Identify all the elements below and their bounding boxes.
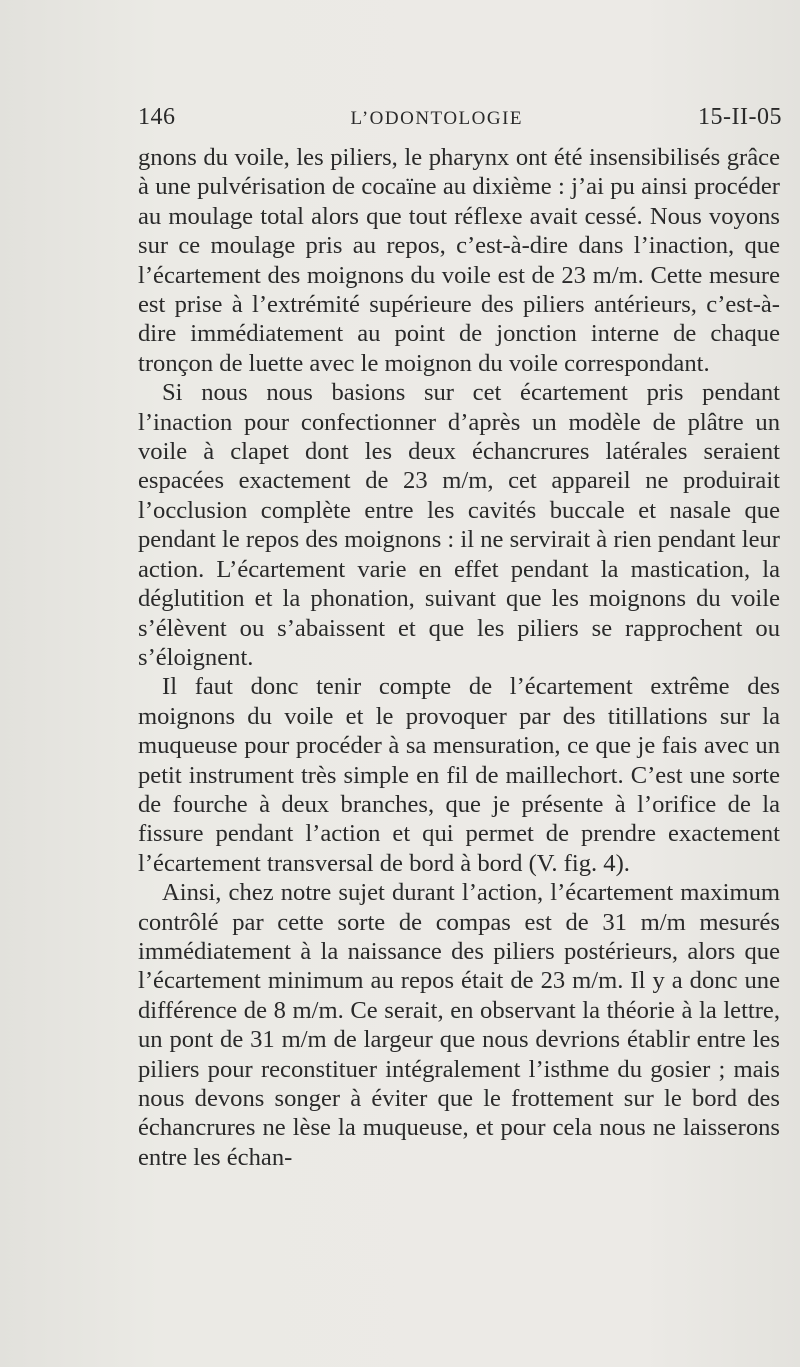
- journal-title: L’ODONTOLOGIE: [350, 108, 524, 129]
- running-header: [138, 104, 782, 131]
- paragraph-1: gnons du voile, les piliers, le pharynx ont été insensibilisés grâce à une pulvérisation de cocaïne au dixième : j’ai pu ainsi procéder au moulage total alors que tout réflexe avait cessé. Nous voyons sur ce moulage pris au repos, c’est-à-dire dans l’inaction, que l’écartement des moignons du voile est de 23 m/m. Cette mesure est prise à l’extrémité supérieure des piliers antérieurs, c’est-à-dire immédiatement au point de jonction interne de chaque tronçon de luette avec le moignon du voile correspondant.: [138, 144, 780, 377]
- paragraph-2: Si nous nous basions sur cet écartement pris pendant l’inaction pour confectionner d’après un modèle de plâtre un voile à clapet dont les deux échancrures latérales seraient espacées exactement de 23 m/m, cet appareil ne produirait l’occlusion complète entre les cavités buccale et nasale que pendant le repos des moignons : il ne servirait à rien pendant leur action. L’écartement varie en effet pendant la mastication, la déglutition et la phonation, suivant que les moignons du voile s’élèvent ou s’abaissent et que les piliers se rapprochent ou s’éloignent.: [138, 379, 780, 671]
- page-number: 146: [138, 104, 176, 130]
- body-text: [138, 143, 780, 1172]
- paragraph-3: Il faut donc tenir compte de l’écartement extrême des moignons du voile et le provoquer par des titillations sur la muqueuse pour procéder à sa mensuration, ce que je fais avec un petit instrument très simple en fil de maillechort. C’est une sorte de fourche à deux branches, que je présente à l’orifice de la fissure pendant l’action et qui permet de prendre exactement l’écartement transversal de bord à bord (V. fig. 4).: [138, 673, 780, 877]
- issue-date: 15-II-05: [698, 104, 782, 130]
- paragraph-4: Ainsi, chez notre sujet durant l’action, l’écartement maximum contrôlé par cette sorte de compas est de 31 m/m mesurés immédiatement à la naissance des piliers postérieurs, alors que l’écartement minimum au repos était de 23 m/m. Il y a donc une différence de 8 m/m. Ce serait, en observant la théorie à la lettre, un pont de 31 m/m de largeur que nous devrions établir entre les piliers pour reconstituer intégralement l’isthme du gosier ; mais nous devons songer à éviter que le frottement sur le bord des échancrures ne lèse la muqueuse, et pour cela nous ne laisserons entre les échan-: [138, 879, 780, 1171]
